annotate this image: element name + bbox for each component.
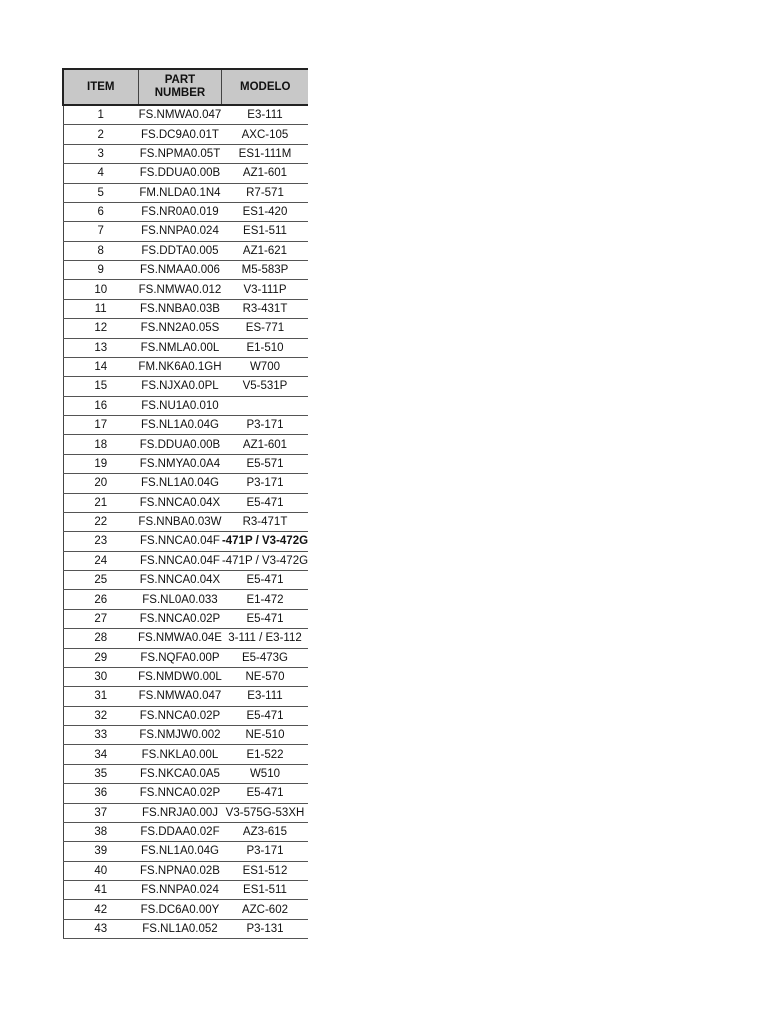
model-cell: 3-111 / E3-112	[222, 629, 308, 648]
table-row	[63, 881, 308, 900]
part-number-cell: FS.NL1A0.04G	[138, 842, 222, 861]
model-cell: ES1-511	[222, 222, 308, 241]
header-row	[63, 69, 308, 105]
part-number-cell: FS.DC9A0.01T	[138, 125, 222, 144]
model-cell: E1-522	[222, 745, 308, 764]
table-row	[63, 493, 308, 512]
part-number-cell: FS.DDUA0.00B	[138, 435, 222, 454]
table-row	[63, 784, 308, 803]
item-number-cell: 20	[63, 474, 138, 493]
table-row	[63, 105, 308, 125]
model-cell: P3-171	[222, 842, 308, 861]
table-row	[63, 474, 308, 493]
item-number-cell: 41	[63, 881, 138, 900]
part-number-cell: FS.NPNA0.02B	[138, 861, 222, 880]
table-header	[63, 69, 308, 105]
table-row	[63, 396, 308, 415]
part-number-cell: FS.NNCA0.04F	[138, 532, 222, 551]
table-row	[63, 202, 308, 221]
table-row	[63, 745, 308, 764]
item-number-cell: 17	[63, 416, 138, 435]
table-row	[63, 512, 308, 531]
table-row	[63, 822, 308, 841]
part-header-line1: PART	[164, 74, 196, 86]
table-row	[63, 803, 308, 822]
item-number-cell: 43	[63, 919, 138, 938]
item-number-cell: 19	[63, 454, 138, 473]
item-number-cell: 42	[63, 900, 138, 919]
model-cell: ES1-420	[222, 202, 308, 221]
item-number-cell: 10	[63, 280, 138, 299]
model-cell: R7-571	[222, 183, 308, 202]
item-number-cell: 12	[63, 319, 138, 338]
part-number-cell: FS.NNCA0.04X	[138, 493, 222, 512]
table-row	[63, 338, 308, 357]
part-number-cell: FS.NJXA0.0PL	[138, 377, 222, 396]
item-number-cell: 16	[63, 396, 138, 415]
table-row	[63, 609, 308, 628]
item-number-cell: 22	[63, 512, 138, 531]
table-row	[63, 687, 308, 706]
part-number-cell: FS.NNBA0.03B	[138, 299, 222, 318]
part-number-cell: FS.NL1A0.052	[138, 919, 222, 938]
model-cell: AZC-602	[222, 900, 308, 919]
model-cell: -471P / V3-472G	[222, 532, 308, 551]
part-number-cell: FS.NMWA0.04E	[138, 629, 222, 648]
item-number-cell: 31	[63, 687, 138, 706]
model-cell: P3-171	[222, 416, 308, 435]
model-cell: V3-575G-53XH	[222, 803, 308, 822]
part-number-cell: FS.NNCA0.02P	[138, 706, 222, 725]
part-number-cell: FS.NMWA0.012	[138, 280, 222, 299]
part-number-cell: FS.NRJA0.00J	[138, 803, 222, 822]
part-number-cell: FS.DDAA0.02F	[138, 822, 222, 841]
item-number-cell: 28	[63, 629, 138, 648]
table-row	[63, 900, 308, 919]
model-cell: -471P / V3-472G	[222, 551, 308, 570]
table-row	[63, 919, 308, 938]
table-row	[63, 532, 308, 551]
parts-table	[62, 68, 308, 939]
model-cell: V3-111P	[222, 280, 308, 299]
part-number-cell: FS.NPMA0.05T	[138, 144, 222, 163]
part-number-cell: FS.NMLA0.00L	[138, 338, 222, 357]
part-number-cell: FS.NN2A0.05S	[138, 319, 222, 338]
item-number-cell: 13	[63, 338, 138, 357]
item-number-cell: 18	[63, 435, 138, 454]
part-number-cell: FS.DDTA0.005	[138, 241, 222, 260]
table-row	[63, 571, 308, 590]
table-row	[63, 280, 308, 299]
model-cell: NE-570	[222, 667, 308, 686]
table-row	[63, 706, 308, 725]
item-number-cell: 1	[63, 105, 138, 125]
table-row	[63, 648, 308, 667]
model-cell: AZ1-601	[222, 164, 308, 183]
item-number-cell: 8	[63, 241, 138, 260]
table-row	[63, 377, 308, 396]
model-cell: E1-510	[222, 338, 308, 357]
item-number-cell: 15	[63, 377, 138, 396]
model-cell: W700	[222, 357, 308, 376]
part-number-cell: FS.NMWA0.047	[138, 687, 222, 706]
model-cell: R3-471T	[222, 512, 308, 531]
table-row	[63, 241, 308, 260]
part-number-cell: FS.NNBA0.03W	[138, 512, 222, 531]
part-number-cell: FS.NMJW0.002	[138, 726, 222, 745]
item-number-cell: 32	[63, 706, 138, 725]
model-cell: AZ1-601	[222, 435, 308, 454]
table-row	[63, 842, 308, 861]
part-number-cell: FM.NK6A0.1GH	[138, 357, 222, 376]
table-row	[63, 357, 308, 376]
item-number-cell: 37	[63, 803, 138, 822]
item-column-header: ITEM	[63, 69, 138, 105]
table-row	[63, 164, 308, 183]
item-number-cell: 33	[63, 726, 138, 745]
table-row	[63, 590, 308, 609]
model-cell: E5-471	[222, 706, 308, 725]
item-number-cell: 30	[63, 667, 138, 686]
table-row	[63, 416, 308, 435]
part-number-cell: FS.NNCA0.02P	[138, 609, 222, 628]
part-number-cell: FS.DC6A0.00Y	[138, 900, 222, 919]
model-cell: E5-471	[222, 493, 308, 512]
table-row	[63, 667, 308, 686]
part-number-cell: FS.NQFA0.00P	[138, 648, 222, 667]
table-row	[63, 299, 308, 318]
item-number-cell: 4	[63, 164, 138, 183]
part-number-cell: FS.NNPA0.024	[138, 222, 222, 241]
part-number-cell: FS.NNCA0.04F	[138, 551, 222, 570]
model-cell: AZ3-615	[222, 822, 308, 841]
model-cell: E3-111	[222, 687, 308, 706]
part-number-cell: FS.NL1A0.04G	[138, 416, 222, 435]
table-row	[63, 125, 308, 144]
model-cell: NE-510	[222, 726, 308, 745]
model-cell: AXC-105	[222, 125, 308, 144]
model-cell: ES1-111M	[222, 144, 308, 163]
table-row	[63, 764, 308, 783]
model-cell: R3-431T	[222, 299, 308, 318]
item-number-cell: 40	[63, 861, 138, 880]
model-column-header: MODELO	[222, 69, 308, 105]
item-number-cell: 7	[63, 222, 138, 241]
model-cell: ES-771	[222, 319, 308, 338]
model-cell: P3-131	[222, 919, 308, 938]
item-number-cell: 36	[63, 784, 138, 803]
item-number-cell: 35	[63, 764, 138, 783]
model-cell: P3-171	[222, 474, 308, 493]
model-cell: ES1-512	[222, 861, 308, 880]
item-number-cell: 26	[63, 590, 138, 609]
item-number-cell: 24	[63, 551, 138, 570]
part-number-cell: FS.NKLA0.00L	[138, 745, 222, 764]
model-cell: E5-471	[222, 784, 308, 803]
part-number-cell: FS.NU1A0.010	[138, 396, 222, 415]
item-number-cell: 2	[63, 125, 138, 144]
part-number-cell: FS.NR0A0.019	[138, 202, 222, 221]
item-number-cell: 3	[63, 144, 138, 163]
model-cell	[222, 396, 308, 415]
part-number-cell: FS.NMDW0.00L	[138, 667, 222, 686]
part-number-column-header	[138, 69, 222, 105]
table-row	[63, 144, 308, 163]
item-number-cell: 39	[63, 842, 138, 861]
item-number-cell: 21	[63, 493, 138, 512]
part-header-line2: NUMBER	[154, 87, 206, 99]
table-row	[63, 726, 308, 745]
part-number-cell: FS.NMAA0.006	[138, 261, 222, 280]
part-number-cell: FS.NNCA0.04X	[138, 571, 222, 590]
part-number-cell: FS.NL1A0.04G	[138, 474, 222, 493]
model-cell: V5-531P	[222, 377, 308, 396]
model-cell: E5-473G	[222, 648, 308, 667]
item-number-cell: 29	[63, 648, 138, 667]
part-number-cell: FS.NMYA0.0A4	[138, 454, 222, 473]
model-cell: E5-471	[222, 609, 308, 628]
item-number-cell: 25	[63, 571, 138, 590]
item-number-cell: 23	[63, 532, 138, 551]
part-number-cell: FM.NLDA0.1N4	[138, 183, 222, 202]
part-number-cell: FS.NNPA0.024	[138, 881, 222, 900]
part-number-cell: FS.NKCA0.0A5	[138, 764, 222, 783]
table-row	[63, 454, 308, 473]
item-number-cell: 11	[63, 299, 138, 318]
model-cell: E5-571	[222, 454, 308, 473]
item-number-cell: 27	[63, 609, 138, 628]
part-number-cell: FS.DDUA0.00B	[138, 164, 222, 183]
table-row	[63, 261, 308, 280]
table-row	[63, 319, 308, 338]
model-cell: ES1-511	[222, 881, 308, 900]
model-cell: M5-583P	[222, 261, 308, 280]
table-row	[63, 629, 308, 648]
part-number-cell: FS.NL0A0.033	[138, 590, 222, 609]
table-row	[63, 222, 308, 241]
part-number-cell: FS.NNCA0.02P	[138, 784, 222, 803]
item-number-cell: 34	[63, 745, 138, 764]
item-number-cell: 9	[63, 261, 138, 280]
model-cell: AZ1-621	[222, 241, 308, 260]
model-cell: E1-472	[222, 590, 308, 609]
item-number-cell: 5	[63, 183, 138, 202]
table-row	[63, 183, 308, 202]
table-row	[63, 435, 308, 454]
model-cell: E3-111	[222, 105, 308, 125]
table-row	[63, 551, 308, 570]
table-row	[63, 861, 308, 880]
item-number-cell: 14	[63, 357, 138, 376]
part-number-cell: FS.NMWA0.047	[138, 105, 222, 125]
item-number-cell: 38	[63, 822, 138, 841]
table-body	[63, 105, 308, 939]
item-number-cell: 6	[63, 202, 138, 221]
model-cell: E5-471	[222, 571, 308, 590]
model-cell: W510	[222, 764, 308, 783]
